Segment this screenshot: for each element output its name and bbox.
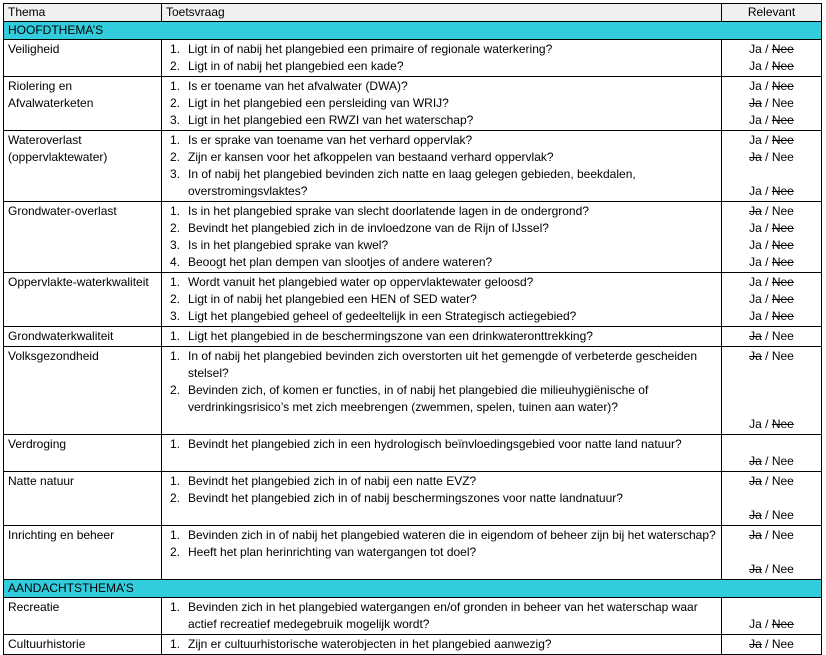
answer-ja: Ja — [749, 562, 762, 576]
table-row — [4, 435, 822, 472]
relevant-cell — [722, 77, 822, 131]
question-item — [166, 490, 717, 507]
question-item — [166, 382, 717, 416]
question-number: 4. — [170, 255, 181, 269]
question-number: 1. — [170, 133, 181, 147]
answer-separator: / — [761, 275, 772, 289]
answer-nee: Nee — [771, 474, 794, 488]
answer-nee: Nee — [771, 562, 794, 576]
question-number: 1. — [170, 637, 181, 651]
answer-separator: / — [761, 562, 772, 576]
relevant-answer — [724, 274, 819, 291]
table-row — [4, 327, 822, 347]
table-row — [4, 77, 822, 131]
question-item — [166, 58, 717, 75]
answer-nee: Nee — [771, 204, 794, 218]
answer-nee: Nee — [771, 292, 794, 306]
answer-nee: Nee — [771, 255, 794, 269]
relevant-cell — [722, 526, 822, 580]
question-item — [166, 203, 717, 220]
answer-nee: Nee — [771, 42, 794, 56]
relevant-cell — [722, 327, 822, 347]
relevant-answer — [724, 416, 819, 433]
question-number: 2. — [170, 221, 181, 235]
question-text: Bevindt het plangebied zich in een hydrologisch beïnvloedingsgebied voor natte land natuur? — [188, 437, 682, 451]
answer-separator: / — [761, 96, 772, 110]
spacer — [724, 599, 819, 616]
answer-nee: Nee — [771, 221, 794, 235]
question-text: Is in het plangebied sprake van kwel? — [188, 238, 389, 252]
answer-ja: Ja — [749, 617, 762, 631]
question-list — [166, 41, 717, 75]
answer-ja: Ja — [749, 454, 762, 468]
question-cell — [162, 77, 722, 131]
table-row — [4, 598, 822, 635]
answer-separator: / — [761, 617, 772, 631]
table-row — [4, 202, 822, 273]
question-text: In of nabij het plangebied bevinden zich overstorten uit het gemengde of verbeterde gescheiden stelsel? — [188, 349, 698, 380]
relevant-answer — [724, 254, 819, 271]
question-list — [166, 203, 717, 271]
answer-nee: Nee — [771, 79, 794, 93]
answer-separator: / — [761, 59, 772, 73]
answer-nee: Nee — [771, 184, 794, 198]
relevant-answer — [724, 237, 819, 254]
question-text: Bevindt het plangebied zich in de invloedzone van de Rijn of IJssel? — [188, 221, 549, 235]
question-number: 3. — [170, 167, 181, 181]
table-row — [4, 526, 822, 580]
question-list — [166, 328, 717, 345]
spacer — [724, 490, 819, 507]
question-list — [166, 348, 717, 416]
answer-nee: Nee — [771, 275, 794, 289]
question-text: Ligt in of nabij het plangebied een primaire of regionale waterkering? — [188, 42, 553, 56]
relevant-answer — [724, 291, 819, 308]
theme-cell: Grondwater-overlast — [4, 202, 162, 273]
relevant-answer — [724, 636, 819, 653]
question-item — [166, 78, 717, 95]
answer-ja: Ja — [749, 508, 762, 522]
spacer — [724, 382, 819, 399]
answer-ja: Ja — [749, 329, 762, 343]
question-number: 1. — [170, 437, 181, 451]
relevant-answer — [724, 473, 819, 490]
theme-cell: Volksgezondheid — [4, 347, 162, 435]
answer-ja: Ja — [749, 133, 762, 147]
question-cell — [162, 635, 722, 655]
theme-cell: Verdroging — [4, 435, 162, 472]
relevant-cell — [722, 472, 822, 526]
question-text: Beoogt het plan dempen van slootjes of andere wateren? — [188, 255, 493, 269]
header-row — [4, 4, 822, 22]
relevant-cell — [722, 635, 822, 655]
answer-nee: Nee — [771, 238, 794, 252]
theme-cell: Wateroverlast (oppervlaktewater) — [4, 131, 162, 202]
question-item — [166, 436, 717, 453]
answer-nee: Nee — [771, 349, 794, 363]
theme-cell: Veiligheid — [4, 40, 162, 77]
question-number: 2. — [170, 96, 181, 110]
question-text: Bevinden zich in of nabij het plangebied wateren die in eigendom of beheer zijn bij het waterschap? — [188, 528, 716, 542]
answer-nee: Nee — [771, 150, 794, 164]
answer-separator: / — [761, 79, 772, 93]
question-number: 1. — [170, 329, 181, 343]
answer-nee: Nee — [771, 508, 794, 522]
answer-separator: / — [761, 184, 772, 198]
relevant-answer — [724, 132, 819, 149]
answer-separator: / — [761, 238, 772, 252]
answer-ja: Ja — [749, 292, 762, 306]
answer-ja: Ja — [749, 474, 762, 488]
question-text: Bevinden zich in het plangebied watergangen en/of gronden in beheer van het waterschap waar actief recreatief medegebruik mogelijk wordt? — [188, 600, 698, 631]
answer-ja: Ja — [749, 96, 762, 110]
spacer — [724, 365, 819, 382]
answer-nee: Nee — [771, 309, 794, 323]
spacer — [724, 399, 819, 416]
answer-ja: Ja — [749, 221, 762, 235]
question-item — [166, 41, 717, 58]
question-list — [166, 599, 717, 633]
question-text: Wordt vanuit het plangebied water op oppervlaktewater geloosd? — [188, 275, 534, 289]
answer-separator: / — [761, 204, 772, 218]
question-text: Zijn er kansen voor het afkoppelen van bestaand verhard oppervlak? — [188, 150, 554, 164]
answer-separator: / — [761, 528, 772, 542]
answer-ja: Ja — [749, 150, 762, 164]
question-list — [166, 78, 717, 129]
question-number: 1. — [170, 42, 181, 56]
answer-ja: Ja — [749, 349, 762, 363]
question-cell — [162, 472, 722, 526]
question-item — [166, 527, 717, 544]
spacer — [724, 166, 819, 183]
relevant-answer — [724, 203, 819, 220]
question-cell — [162, 273, 722, 327]
answer-separator: / — [761, 508, 772, 522]
relevant-answer — [724, 112, 819, 129]
answer-ja: Ja — [749, 637, 762, 651]
answer-ja: Ja — [749, 204, 762, 218]
answer-separator: / — [761, 454, 772, 468]
answer-ja: Ja — [749, 528, 762, 542]
table-row — [4, 40, 822, 77]
question-number: 2. — [170, 491, 181, 505]
relevant-answer — [724, 527, 819, 544]
relevant-answer — [724, 58, 819, 75]
question-item — [166, 599, 717, 633]
question-number: 1. — [170, 600, 181, 614]
header-theme: Thema — [4, 4, 162, 22]
question-list — [166, 636, 717, 653]
question-item — [166, 95, 717, 112]
answer-separator: / — [761, 133, 772, 147]
question-cell — [162, 435, 722, 472]
relevant-answer — [724, 183, 819, 200]
answer-nee: Nee — [771, 113, 794, 127]
theme-cell: Recreatie — [4, 598, 162, 635]
answer-separator: / — [761, 474, 772, 488]
question-list — [166, 527, 717, 561]
relevant-answer — [724, 149, 819, 166]
spacer — [724, 436, 819, 453]
answer-separator: / — [761, 637, 772, 651]
table-row — [4, 273, 822, 327]
question-cell — [162, 598, 722, 635]
answer-nee: Nee — [771, 417, 794, 431]
question-number: 3. — [170, 309, 181, 323]
question-number: 2. — [170, 59, 181, 73]
section-title: AANDACHTSTHEMA’S — [4, 580, 822, 598]
relevant-cell — [722, 347, 822, 435]
relevant-answer — [724, 308, 819, 325]
question-text: Ligt in het plangebied een RWZI van het waterschap? — [188, 113, 474, 127]
section-title: HOOFDTHEMA’S — [4, 22, 822, 40]
question-text: Is er toename van het afvalwater (DWA)? — [188, 79, 408, 93]
answer-nee: Nee — [771, 454, 794, 468]
question-cell — [162, 40, 722, 77]
question-text: Bevindt het plangebied zich in of nabij beschermingszones voor natte landnatuur? — [188, 491, 623, 505]
answer-separator: / — [761, 309, 772, 323]
question-item — [166, 132, 717, 149]
answer-nee: Nee — [771, 637, 794, 651]
question-list — [166, 274, 717, 325]
question-number: 2. — [170, 150, 181, 164]
answer-separator: / — [761, 329, 772, 343]
question-text: Zijn er cultuurhistorische waterobjecten in het plangebied aanwezig? — [188, 637, 552, 651]
question-item — [166, 112, 717, 129]
relevant-answer — [724, 41, 819, 58]
question-number: 2. — [170, 383, 181, 397]
question-item — [166, 473, 717, 490]
table-row — [4, 347, 822, 435]
question-text: Ligt in het plangebied een persleiding van WRIJ? — [188, 96, 449, 110]
relevant-cell — [722, 131, 822, 202]
question-item — [166, 328, 717, 345]
relevant-answer — [724, 616, 819, 633]
question-item — [166, 254, 717, 271]
table-row — [4, 472, 822, 526]
question-list — [166, 436, 717, 453]
answer-separator: / — [761, 221, 772, 235]
theme-cell: Cultuurhistorie — [4, 635, 162, 655]
table-row — [4, 131, 822, 202]
answer-ja: Ja — [749, 255, 762, 269]
section-row — [4, 22, 822, 40]
answer-nee: Nee — [771, 133, 794, 147]
question-number: 1. — [170, 528, 181, 542]
question-item — [166, 636, 717, 653]
question-item — [166, 220, 717, 237]
answer-nee: Nee — [771, 329, 794, 343]
relevant-cell — [722, 435, 822, 472]
table-body — [4, 22, 822, 655]
question-text: Ligt in of nabij het plangebied een kade? — [188, 59, 404, 73]
question-item — [166, 348, 717, 382]
question-number: 3. — [170, 113, 181, 127]
question-number: 1. — [170, 275, 181, 289]
question-list — [166, 473, 717, 507]
relevant-answer — [724, 348, 819, 365]
section-row — [4, 580, 822, 598]
question-text: Bevindt het plangebied zich in of nabij een natte EVZ? — [188, 474, 477, 488]
question-item — [166, 274, 717, 291]
answer-nee: Nee — [771, 617, 794, 631]
question-number: 2. — [170, 545, 181, 559]
answer-ja: Ja — [749, 309, 762, 323]
relevant-answer — [724, 453, 819, 470]
answer-separator: / — [761, 255, 772, 269]
relevant-answer — [724, 507, 819, 524]
answer-ja: Ja — [749, 59, 762, 73]
answer-separator: / — [761, 417, 772, 431]
question-number: 2. — [170, 292, 181, 306]
question-item — [166, 308, 717, 325]
question-text: Bevinden zich, of komen er functies, in of nabij het plangebied die milieuhygiënische of verdrinkingsrisico’s met zich meebrengen (zwemmen, spelen, tuinen aan water)? — [188, 383, 649, 414]
question-text: Ligt het plangebied in de beschermingszone van een drinkwateronttrekking? — [188, 329, 593, 343]
question-cell — [162, 347, 722, 435]
relevant-answer — [724, 220, 819, 237]
answer-ja: Ja — [749, 42, 762, 56]
relevant-answer — [724, 78, 819, 95]
answer-ja: Ja — [749, 417, 762, 431]
question-cell — [162, 327, 722, 347]
water-assessment-table — [3, 3, 822, 655]
table-row — [4, 635, 822, 655]
answer-ja: Ja — [749, 238, 762, 252]
answer-separator: / — [761, 349, 772, 363]
header-question: Toetsvraag — [162, 4, 722, 22]
answer-separator: / — [761, 150, 772, 164]
theme-cell: Inrichting en beheer — [4, 526, 162, 580]
header-relevant: Relevant — [722, 4, 822, 22]
question-number: 1. — [170, 79, 181, 93]
theme-cell: Riolering en Afvalwaterketen — [4, 77, 162, 131]
question-cell — [162, 526, 722, 580]
relevant-cell — [722, 273, 822, 327]
relevant-answer — [724, 95, 819, 112]
answer-ja: Ja — [749, 184, 762, 198]
question-text: Ligt het plangebied geheel of gedeeltelijk in een Strategisch actiegebied? — [188, 309, 577, 323]
question-item — [166, 237, 717, 254]
answer-ja: Ja — [749, 275, 762, 289]
answer-separator: / — [761, 113, 772, 127]
relevant-cell — [722, 202, 822, 273]
answer-separator: / — [761, 292, 772, 306]
question-cell — [162, 202, 722, 273]
question-item — [166, 149, 717, 166]
answer-nee: Nee — [771, 528, 794, 542]
question-text: Is er sprake van toename van het verhard oppervlak? — [188, 133, 473, 147]
answer-ja: Ja — [749, 79, 762, 93]
question-item — [166, 166, 717, 200]
answer-nee: Nee — [771, 59, 794, 73]
question-number: 1. — [170, 204, 181, 218]
question-text: Heeft het plan herinrichting van watergangen tot doel? — [188, 545, 477, 559]
relevant-answer — [724, 561, 819, 578]
answer-ja: Ja — [749, 113, 762, 127]
question-number: 1. — [170, 349, 181, 363]
theme-cell: Grondwaterkwaliteit — [4, 327, 162, 347]
question-text: In of nabij het plangebied bevinden zich natte en laag gelegen gebieden, beekdalen, overstromingsvlaktes? — [188, 167, 636, 198]
theme-cell: Oppervlakte-waterkwaliteit — [4, 273, 162, 327]
answer-separator: / — [761, 42, 772, 56]
relevant-cell — [722, 40, 822, 77]
question-item — [166, 291, 717, 308]
question-cell — [162, 131, 722, 202]
question-number: 3. — [170, 238, 181, 252]
question-text: Ligt in of nabij het plangebied een HEN of SED water? — [188, 292, 477, 306]
relevant-cell — [722, 598, 822, 635]
answer-nee: Nee — [771, 96, 794, 110]
question-item — [166, 544, 717, 561]
theme-cell: Natte natuur — [4, 472, 162, 526]
spacer — [724, 544, 819, 561]
question-list — [166, 132, 717, 200]
question-number: 1. — [170, 474, 181, 488]
question-text: Is in het plangebied sprake van slecht doorlatende lagen in de ondergrond? — [188, 204, 589, 218]
relevant-answer — [724, 328, 819, 345]
